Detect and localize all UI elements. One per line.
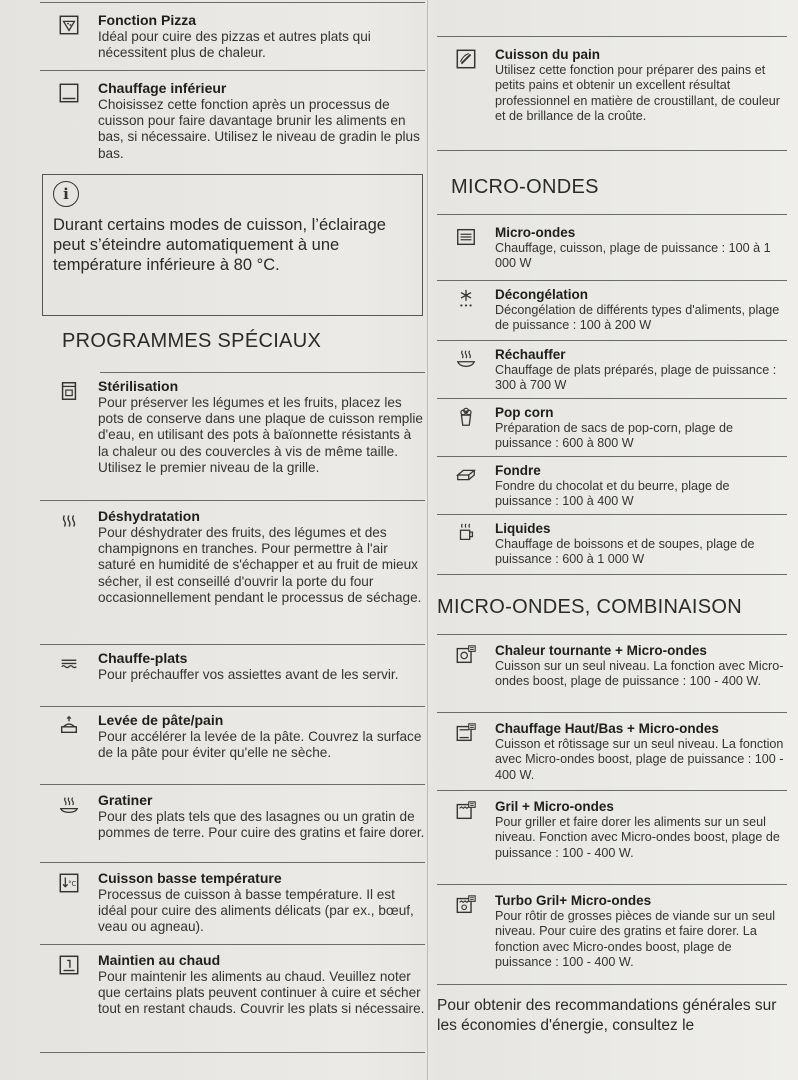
entry-title: Liquides — [495, 521, 551, 536]
entry-description: Pour préchauffer vos assiettes avant de les servir. — [98, 667, 399, 682]
entry-title: Gratiner — [98, 792, 153, 808]
entry-description: Fondre du chocolat et du beurre, plage de puissance : 100 à 400 W — [495, 479, 730, 509]
entry-title: Cuisson basse température — [98, 870, 282, 886]
entry-title: Chaleur tournante + Micro-ondes — [495, 643, 707, 658]
bottom-heat-icon — [58, 82, 80, 162]
combination-entry — [437, 642, 787, 690]
program-entry — [40, 650, 425, 683]
svg-text:°C: °C — [68, 879, 77, 888]
divider — [437, 280, 787, 281]
divider — [437, 514, 787, 515]
info-note-box — [42, 174, 423, 316]
divider — [40, 644, 425, 645]
microwave-entry — [437, 286, 787, 334]
column-divider — [427, 0, 428, 1080]
entry-description: Pour déshydrater des fruits, des légumes et des champignons en tranches. Pour permettre à l'air saturé en humidité de s'échapper et au fruit de mieux sécher, il est conseillé d'ouvrir la porte du four occasionnellement pendant le processus de séchage. — [98, 525, 422, 605]
divider — [437, 712, 787, 713]
function-entry — [40, 80, 425, 162]
entry-description: Pour griller et faire dorer les aliments sur un seul niveau. Fonction avec Micro-ondes boost, plage de puissance : 100 - 400 W. — [495, 815, 780, 860]
entry-description: Préparation de sacs de pop-corn, plage de puissance : 600 à 800 W — [495, 421, 734, 451]
entry-description: Pour accélérer la levée de la pâte. Couvrez la surface de la pâte pour éviter qu'elle ne sèche. — [98, 729, 422, 761]
combination-entry — [437, 798, 787, 861]
entry-title: Fondre — [495, 463, 541, 478]
entry-title: Cuisson du pain — [495, 47, 601, 62]
section-title-microwave: MICRO-ONDES — [451, 176, 599, 198]
entry-title: Fonction Pizza — [98, 12, 196, 28]
divider — [437, 790, 787, 791]
entry-title: Déshydratation — [98, 508, 200, 524]
divider — [437, 340, 787, 341]
program-entry — [40, 792, 425, 841]
divider — [437, 884, 787, 885]
gratin-icon — [58, 794, 80, 841]
dehydration-icon — [58, 510, 80, 606]
divider — [40, 706, 425, 707]
divider — [437, 984, 787, 985]
entry-title: Décongélation — [495, 287, 589, 302]
pizza-icon — [58, 14, 80, 61]
divider — [437, 456, 787, 457]
combination-entry — [437, 720, 787, 783]
entry-title: Turbo Gril+ Micro-ondes — [495, 893, 652, 908]
entry-description: Chauffage de boissons et de soupes, plage de puissance : 600 à 1 000 W — [495, 537, 755, 567]
entry-title: Micro-ondes — [495, 225, 576, 240]
divider — [437, 36, 787, 37]
divider — [100, 372, 425, 373]
entry-title: Pop corn — [495, 405, 554, 420]
low-temp-icon — [58, 872, 80, 936]
divider — [437, 214, 787, 215]
fan-microwave-icon — [455, 644, 477, 690]
divider — [40, 2, 425, 3]
divider — [40, 944, 425, 945]
energy-saving-note: Pour obtenir des recommandations générales sur les économies d'énergie, consultez le — [437, 997, 777, 1034]
microwave-icon — [455, 226, 477, 272]
entry-description: Décongélation de différents types d'aliments, plage de puissance : 100 à 200 W — [495, 303, 780, 333]
entry-description: Idéal pour cuire des pizzas et autres plats qui nécessitent plus de chaleur. — [98, 29, 371, 61]
function-entry — [437, 46, 787, 125]
program-entry — [40, 952, 425, 1018]
entry-description: Utilisez cette fonction pour préparer des pains et petits pains et obtenir un excellent résultat professionnel en matière de croustillant, de couleur et de brillance de la croûte. — [495, 63, 780, 124]
microwave-entry — [437, 462, 787, 510]
divider — [40, 784, 425, 785]
melt-icon — [455, 464, 477, 510]
dough-rise-icon — [58, 714, 80, 761]
divider — [437, 150, 787, 151]
popcorn-icon — [455, 406, 477, 452]
divider — [40, 862, 425, 863]
divider — [40, 70, 425, 71]
divider — [437, 574, 787, 575]
section-title-microwave-combination: MICRO-ONDES, COMBINAISON — [437, 596, 742, 618]
entry-description: Chauffage, cuisson, plage de puissance : 100 à 1 000 W — [495, 241, 771, 271]
grill-microwave-icon — [455, 800, 477, 861]
entry-description: Pour des plats tels que des lasagnes ou un gratin de pommes de terre. Pour cuire des gratins et faire dorer. — [98, 809, 425, 841]
top-bottom-microwave-icon — [455, 722, 477, 783]
microwave-entry — [437, 520, 787, 568]
program-entry — [40, 712, 425, 761]
entry-title: Gril + Micro-ondes — [495, 799, 614, 814]
divider — [437, 398, 787, 399]
entry-title: Levée de pâte/pain — [98, 712, 224, 728]
entry-title: Chauffe-plats — [98, 650, 188, 666]
microwave-entry — [437, 224, 787, 272]
entry-title: Maintien au chaud — [98, 952, 221, 968]
microwave-entry — [437, 346, 787, 394]
divider — [40, 500, 425, 501]
entry-description: Pour préserver les légumes et les fruits, placez les pots de conserve dans une plaque de cuisson remplie d'eau, en utilisant des pots à baïonnette résistants à la chaleur ou des couvercles à vis de même taille. Utilisez le premier niveau de la grille. — [98, 395, 423, 475]
defrost-icon — [455, 288, 477, 334]
sterilization-icon — [58, 380, 80, 476]
entry-title: Stérilisation — [98, 378, 179, 394]
combination-entry — [437, 892, 787, 971]
program-entry — [40, 508, 425, 606]
info-icon: i — [53, 181, 79, 207]
entry-description: Chauffage de plats préparés, plage de puissance : 300 à 700 W — [495, 363, 777, 393]
program-entry — [40, 870, 425, 936]
entry-description: Processus de cuisson à basse température. Il est idéal pour cuire des aliments délicats (par ex., bœuf, veau ou agneau). — [98, 887, 414, 935]
divider — [40, 1052, 425, 1053]
divider — [437, 634, 787, 635]
reheat-icon — [455, 348, 477, 394]
entry-description: Pour rôtir de grosses pièces de viande sur un seul niveau. Pour cuire des gratins et faire dorer. La fonction avec Micro-ondes boost, plage de puissance : 100 - 400 W. — [495, 909, 776, 970]
entry-description: Cuisson sur un seul niveau. La fonction avec Micro-ondes boost, plage de puissance : 100 - 400 W. — [495, 659, 784, 689]
section-title-special-programs: PROGRAMMES SPÉCIAUX — [62, 330, 322, 352]
entry-description: Choisissez cette fonction après un processus de cuisson pour faire davantage brunir les aliments en bas, si nécessaire. Utilisez le niveau de gradin le plus bas. — [98, 97, 420, 161]
function-entry — [40, 12, 425, 61]
liquids-icon — [455, 522, 477, 568]
entry-title: Chauffage inférieur — [98, 80, 227, 96]
info-note-text: Durant certains modes de cuisson, l’éclairage peut s’éteindre automatiquement à une température inférieure à 80 °C. — [53, 216, 386, 274]
microwave-entry — [437, 404, 787, 452]
program-entry — [40, 378, 425, 476]
entry-description: Cuisson et rôtissage sur un seul niveau. La fonction avec Micro-ondes boost, plage de puissance : 100 - 400 W. — [495, 737, 784, 782]
entry-title: Réchauffer — [495, 347, 566, 362]
keep-warm-icon — [58, 954, 80, 1018]
plate-warmer-icon — [58, 652, 80, 683]
bread-icon — [455, 48, 477, 125]
entry-title: Chauffage Haut/Bas + Micro-ondes — [495, 721, 719, 736]
turbo-grill-microwave-icon — [455, 894, 477, 971]
entry-description: Pour maintenir les aliments au chaud. Veuillez noter que certains plats peuvent continuer à cuire et sécher tout en restant chauds. Couvrir les plats si nécessaire. — [98, 969, 425, 1017]
